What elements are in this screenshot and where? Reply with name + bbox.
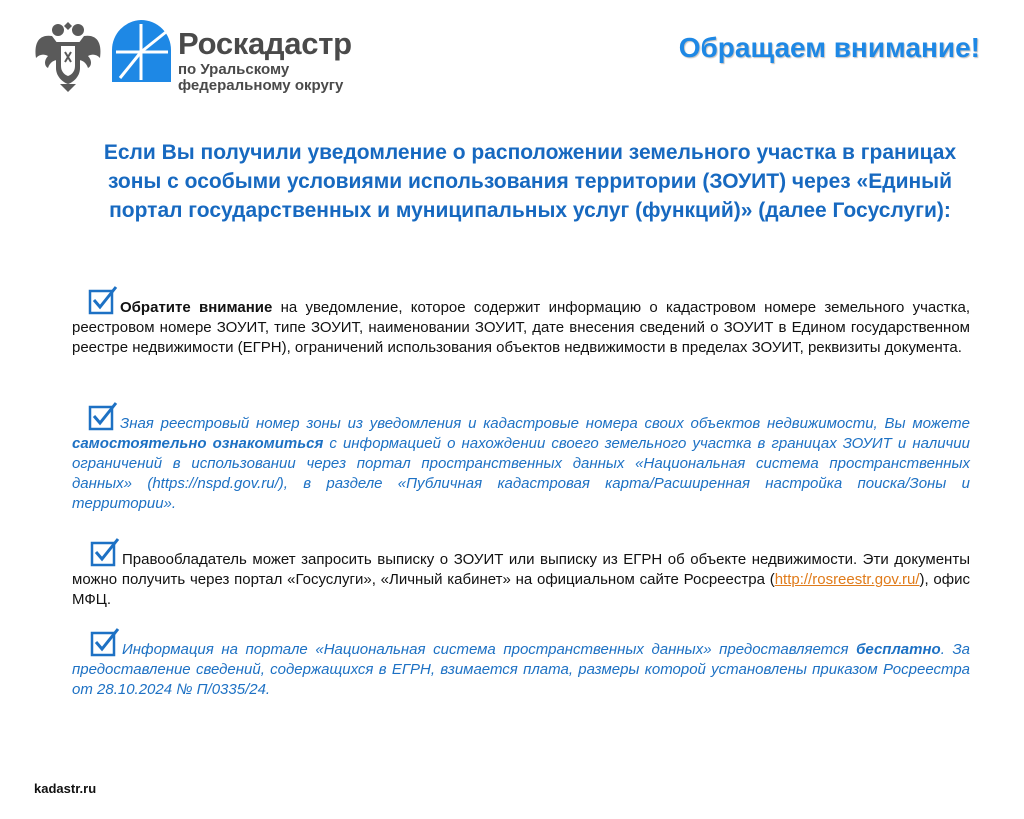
item-3-text-after: ), офис МФЦ. (72, 571, 970, 608)
lead-paragraph: Если Вы получили уведомление о расположении земельного участка в границах зоны с особыми условиями использования территории (ЗОУИТ) через «Единый портал государственных и муниципальных услуг (функций)» (далее Госуслуги): (103, 141, 957, 222)
item-1-bold: Обратите внимание (120, 299, 273, 316)
roskadastr-logo-icon (110, 18, 172, 84)
item-2-bold: самостоятельно ознакомиться (72, 435, 324, 452)
notice-item-2 (72, 402, 970, 514)
brand-subtitle-line1: по Уральскому (178, 61, 290, 78)
item-3-text-before: Правообладатель может запросить выписку о ЗОУИТ или выписку из ЕГРН об объекте недвижимости. Эти документы можно получить через портал «Госуслуги», «Личный кабинет» на официальном сайте Росреестра ( (72, 551, 970, 588)
item-4-text-after: . За предоставление сведений, содержащихся в ЕГРН, взимается плата, размеры которой установлены приказом Росреестра от 28.10.2024 № П/0335/24. (72, 641, 970, 698)
checkbox-checked-icon (84, 628, 122, 658)
brand-subtitle-line2: федеральному округу (178, 77, 344, 94)
checkbox-checked-icon (84, 538, 122, 568)
rosreestr-link[interactable]: http://rosreestr.gov.ru/ (774, 571, 920, 588)
emblem-icon (32, 14, 104, 94)
brand-name: Роскадастр (178, 26, 352, 61)
footer-site[interactable]: kadastr.ru (34, 781, 97, 796)
notice-item-1 (72, 286, 970, 358)
item-1-text: на уведомление, которое содержит информацию о кадастровом номере земельного участка, реестровом номере ЗОУИТ, типе ЗОУИТ, наименовании ЗОУИТ, дате внесения сведений о ЗОУИТ в Едином государственном реестре недвижимости (ЕГРН), ограничений использования объектов недвижимости в пределах ЗОУИТ, реквизиты документа. (72, 299, 970, 356)
notice-item-3 (72, 538, 970, 610)
brand-subtitle (178, 62, 343, 94)
headline: Обращаем внимание! (678, 32, 980, 63)
checkbox-checked-icon (82, 286, 120, 316)
notice-item-4 (72, 628, 970, 700)
item-4-text-before: Информация на портале «Национальная система пространственных данных» предоставляется (122, 641, 857, 658)
item-4-bold: бесплатно (856, 641, 941, 658)
item-2-text-before: Зная реестровый номер зоны из уведомления и кадастровые номера своих объектов недвижимости, Вы можете (120, 415, 970, 432)
checkbox-checked-icon (82, 402, 120, 432)
item-2-text-after: с информацией о нахождении своего земельного участка в границах ЗОУИТ и наличии ограничений в использовании через портал пространственных данных «Национальная система пространственных данных» (https://nspd.gov.ru/), в разделе «Публичная кадастровая карта/Расширенная настройка поиска/Зоны и территории». (72, 435, 970, 512)
